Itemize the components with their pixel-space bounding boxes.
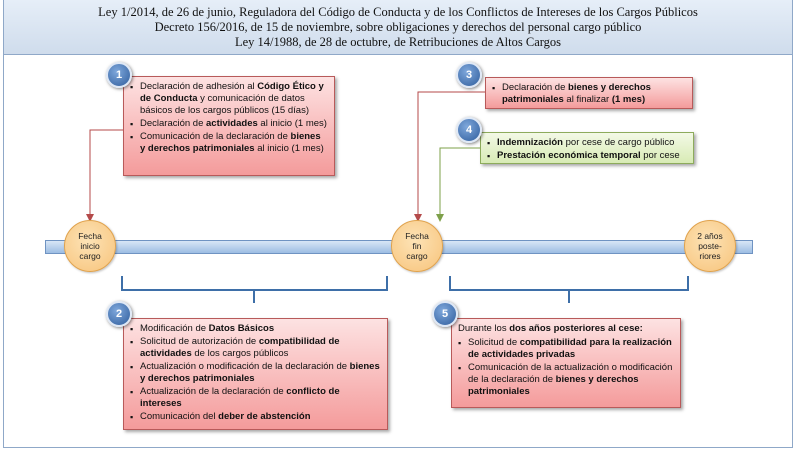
list-item: ▪ Solicitud de compatibilidad para la realización de actividades privadas [468,337,674,361]
badge-3: 3 [456,62,482,88]
box-1-list [130,81,328,155]
box-3-list [492,82,686,106]
header-line-1: Ley 1/2014, de 26 de junio, Reguladora del Código de Conducta y de los Conflictos de Intereses de los Cargos Públicos [98,4,698,19]
list-item: ▪ Modificación de Datos Básicos [140,323,381,335]
box-5-intro: Durante los dos años posteriores al cese: [458,323,643,334]
list-item: ▪ Indemnización por cese de cargo público [497,137,687,149]
list-item: ▪ Actualización o modificación de la declaración de bienes y derechos patrimoniales [140,361,381,385]
list-item: ▪ Declaración de adhesión al Código Ético y de Conducta y comunicación de datos básicos de los cargos públicos (15 días) [140,81,328,117]
list-item: ▪ Declaración de actividades al inicio (1 mes) [140,118,328,130]
box-3-end-declaration [485,77,693,109]
header-banner [3,0,793,55]
box-4-compensation [480,132,694,164]
list-item: ▪ Comunicación de la declaración de bienes y derechos patrimoniales al inicio (1 mes) [140,131,328,155]
header-line-3: Ley 14/1988, de 28 de octubre, de Retribuciones de Altos Cargos [234,34,562,49]
box-1-start-obligations [123,76,335,176]
list-item: ▪ Solicitud de autorización de compatibilidad de actividades de los cargos públicos [140,336,381,360]
list-item: ▪ Prestación económica temporal por cese [497,150,687,162]
box-4-list [487,137,687,162]
box-5-list [458,337,674,398]
list-item: ▪ Comunicación del deber de abstención [140,411,381,423]
box-5-post-term [451,318,681,408]
badge-2: 2 [106,301,132,327]
badge-1: 1 [106,62,132,88]
milestone-end: Fecha fin cargo [391,220,443,272]
box-2-during-term [123,318,388,430]
badge-4: 4 [456,117,482,143]
milestone-start: Fecha inicio cargo [64,220,116,272]
list-item: ▪ Declaración de bienes y derechos patrimoniales al finalizar (1 mes) [502,82,686,106]
milestone-after: 2 años poste- riores [684,220,736,272]
list-item: ▪ Actualización de la declaración de conflicto de intereses [140,386,381,410]
box-2-list [130,323,381,423]
list-item: ▪ Comunicación de la actualización o modificación de la declaración de bienes y derechos patrimoniales [468,362,674,398]
badge-5: 5 [432,301,458,327]
header-line-2: Decreto 156/2016, de 15 de noviembre, sobre obligaciones y derechos del personal cargo público [154,19,642,34]
